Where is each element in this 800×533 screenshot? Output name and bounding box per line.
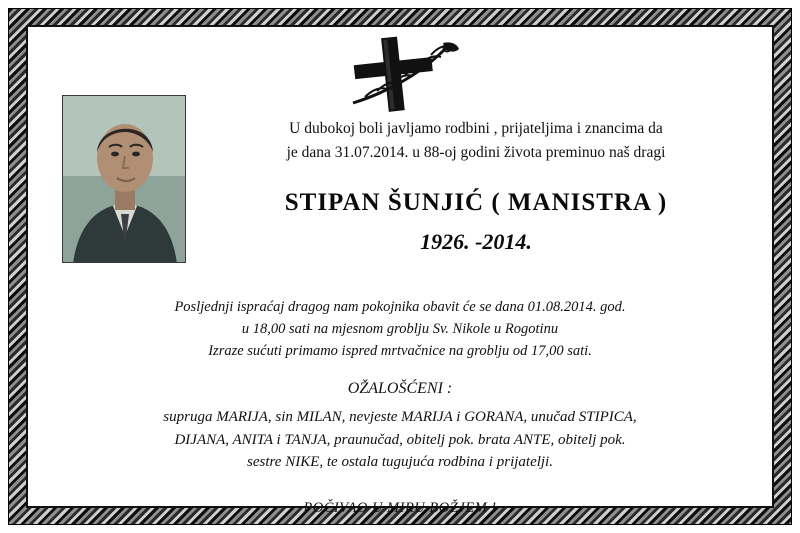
notice-text-column — [206, 117, 746, 255]
lead-line-2: je dana 31.07.2014. u 88-oj godini života preminuo naš dragi — [286, 144, 666, 162]
lead-line-1: U dubokoj boli javljamo rodbini , prijateljima i znancima da — [289, 120, 663, 137]
notice-body — [30, 29, 770, 516]
mourners-line-3: sestre NIKE, te ostala tugujuća rodbina i prijatelji. — [247, 454, 553, 471]
funeral-line-1: Posljednji ispraćaj dragog nam pokojnika obavit će se dana 01.08.2014. god. — [174, 299, 626, 315]
lead-paragraph — [206, 117, 746, 165]
mourners-heading: OŽALOŠĆENI : — [347, 380, 453, 398]
funeral-line-2: u 18,00 sati na mjesnom groblju Sv. Nikole u Rogotinu — [241, 320, 559, 337]
cross-with-palm-branch-icon — [325, 35, 475, 113]
portrait-photo-of-deceased — [62, 95, 186, 263]
mourners-line-1: supruga MARIJA, sin MILAN, nevjeste MARIJA i GORANA, unučad STIPICA, — [163, 409, 637, 426]
funeral-details — [48, 297, 752, 362]
funeral-line-3: Izraze sućuti primamo ispred mrtvačnice na groblju od 17,00 sati. — [208, 342, 592, 359]
mourners-list — [48, 406, 752, 474]
closing-blessing: POČIVAO U MIRU BOŽJEM ! — [303, 499, 497, 516]
deceased-years: 1926. -2014. — [420, 229, 532, 255]
deceased-name: STIPAN ŠUNJIĆ ( MANISTRA ) — [284, 189, 668, 217]
notice-lower-block — [48, 297, 752, 517]
mourners-line-2: DIJANA, ANITA i TANJA, praunučad, obitelj pok. brata ANTE, obitelj pok. — [174, 431, 626, 448]
